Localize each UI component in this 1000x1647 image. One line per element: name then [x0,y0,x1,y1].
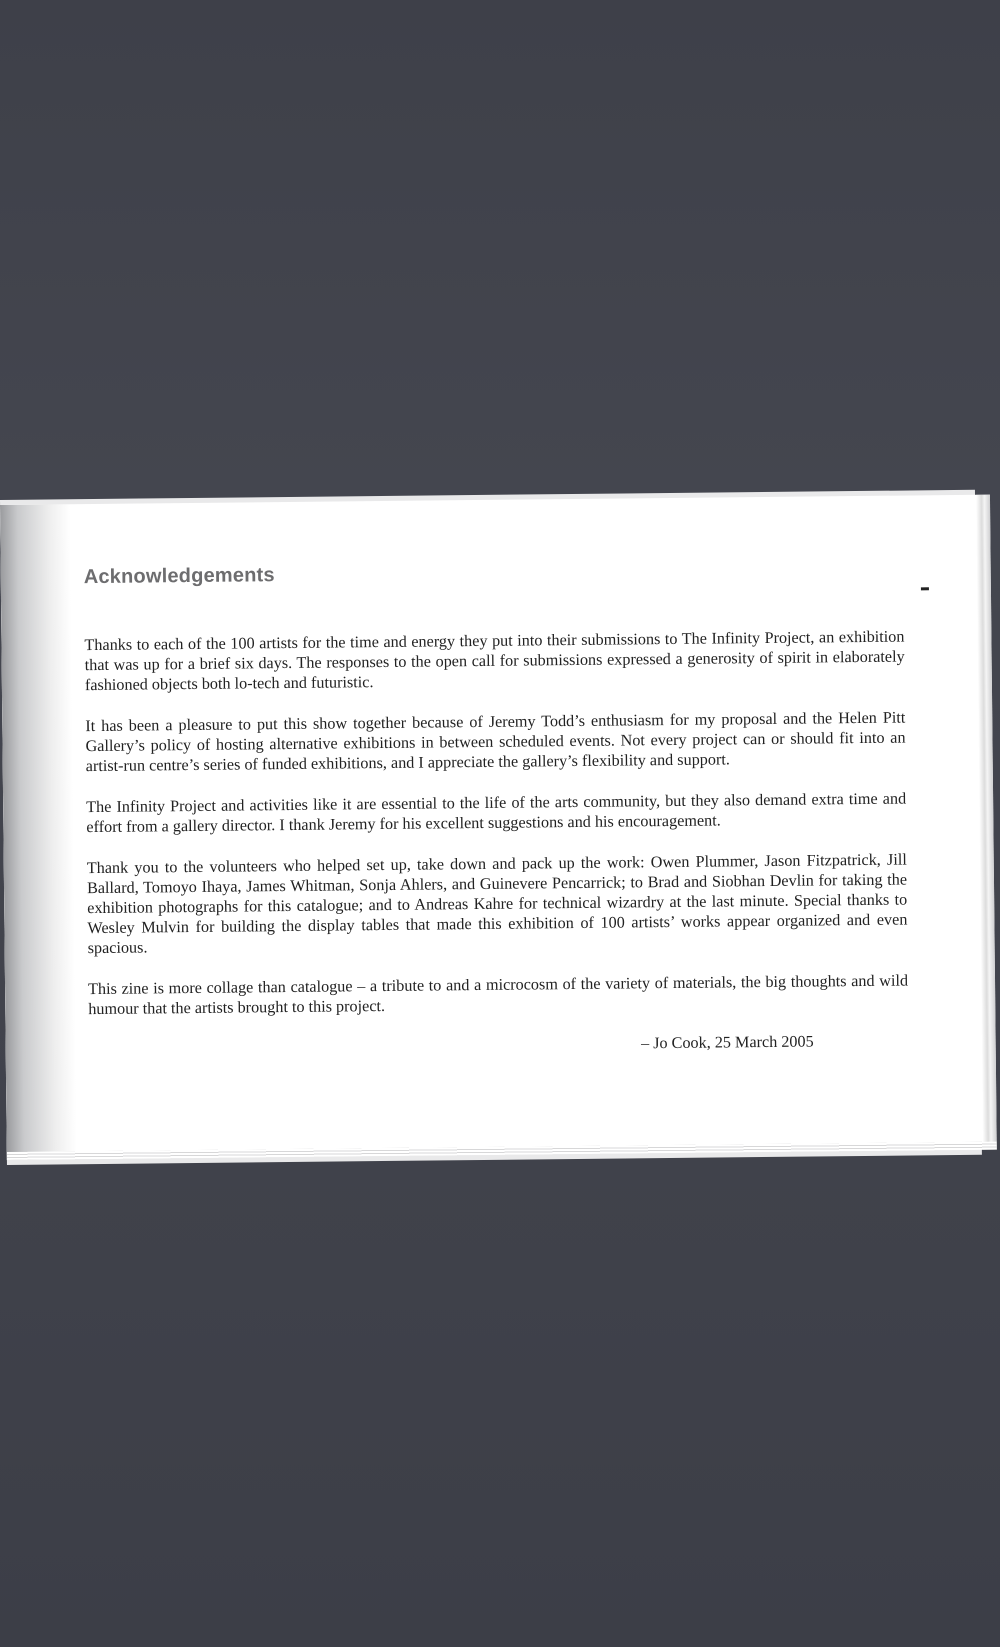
paragraph-volunteers-thanks: Thank you to the volunteers who helped set up, take down and pack up the work: Owen Plummer, Jason Fitzpatrick, Jill Ballard, Tomoyo Ihaya, James Whitman, Sonja Ahlers, and Guinevere Pencarrick; to Brad and Siobhan Devlin for taking the exhibition photographs for this catalogue; and to Andreas Kahre for technical wizardry at the last minute. Special thanks to Wesley Mulvin for building the display tables that made this exhibition of 100 artists’ works appear organized and even spacious. [86,850,908,958]
margin-mark [921,587,929,590]
paragraph-gallery-thanks: It has been a pleasure to put this show together because of Jeremy Todd’s enthusiasm for my proposal and the Helen Pitt Gallery’s policy of hosting alternative exhibitions in between scheduled events. Not every project can or should fit into an artist-run centre’s series of funded exhibitions, and I appreciate the gallery’s flexibility and support. [85,708,906,776]
binding-shadow [0,504,77,1160]
signature-line: – Jo Cook, 25 March 2005 [640,1032,814,1053]
document-page [0,495,997,1160]
page-title: Acknowledgements [83,564,275,589]
paragraph-zine-note: This zine is more collage than catalogue – a tribute to and a microcosm of the variety of materials, the big thoughts and wild humour that the artists brought to this project. [87,971,909,1019]
paragraph-director-thanks: The Infinity Project and activities like it are essential to the life of the arts community, but they also demand extra time and effort from a gallery director. I thank Jeremy for his excellent suggestions and his encouragement. [86,789,907,837]
page-content [84,558,909,1060]
paragraph-artists-thanks: Thanks to each of the 100 artists for the time and energy they put into their submissions to The Infinity Project, an exhibition that was up for a brief six days. The responses to the open call for submissions expressed a generosity of spirit in elaborately fashioned objects both lo-tech and futuristic. [84,627,905,695]
